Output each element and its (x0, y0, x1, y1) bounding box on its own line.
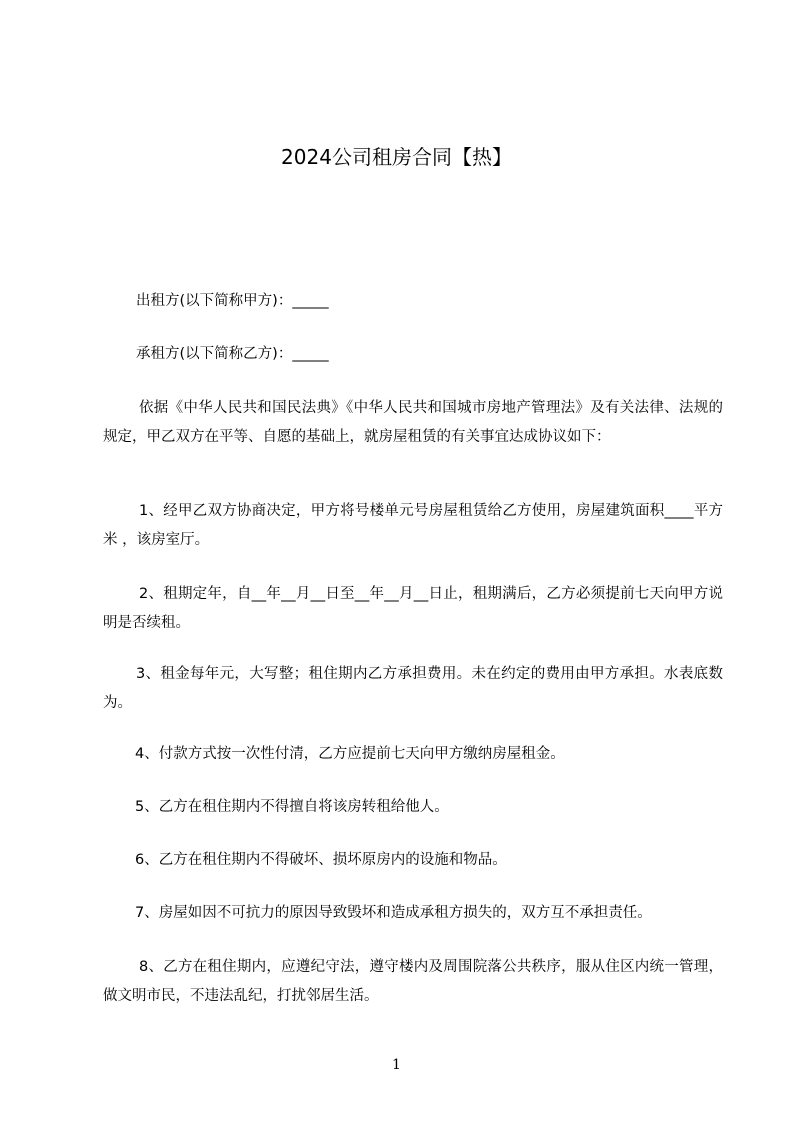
document-title: 2024公司租房合同【热】 (281, 145, 512, 169)
clause-6: 6、乙方在租住期内不得破坏、损坏原房内的设施和物品。 (135, 852, 507, 868)
page-number: 1 (392, 1057, 401, 1073)
clause-1: 1、经甲乙双方协商决定，甲方将号楼单元号房屋租赁给乙方使用，房屋建筑面积____平方米 ，该房室厅。 (103, 503, 723, 548)
lessee-line: 承租方(以下简称乙方)：_____ (136, 346, 329, 362)
clause-4: 4、付款方式按一次性付清，乙方应提前七天向甲方缴纳房屋租金。 (135, 746, 565, 762)
lessor-line: 出租方(以下简称甲方)：_____ (136, 293, 329, 309)
clause-5: 5、乙方在租住期内不得擅自将该房转租给他人。 (135, 799, 449, 815)
clause-7: 7、房屋如因不可抗力的原因导致毁坏和造成承租方损失的，双方互不承担责任。 (135, 905, 652, 921)
clause-2: 2、租期定年，自__年__月__日至__年__月__日止，租期满后，乙方必须提前七天向甲方说明是否续租。 (103, 586, 723, 631)
intro-paragraph: 依据《中华人民共和国民法典》《中华人民共和国城市房地产管理法》及有关法律、法规的规定，甲乙双方在平等、自愿的基础上，就房屋租赁的有关事宜达成协议如下： (103, 400, 723, 445)
clause-3: 3、租金每年元，大写整；租住期内乙方承担费用。未在约定的费用由甲方承担。水表底数为。 (103, 666, 723, 711)
clause-8: 8、乙方在租住期内，应遵纪守法，遵守楼内及周围院落公共秩序，服从住区内统一管理，做文明市民，不违法乱纪，打扰邻居生活。 (103, 959, 723, 1004)
